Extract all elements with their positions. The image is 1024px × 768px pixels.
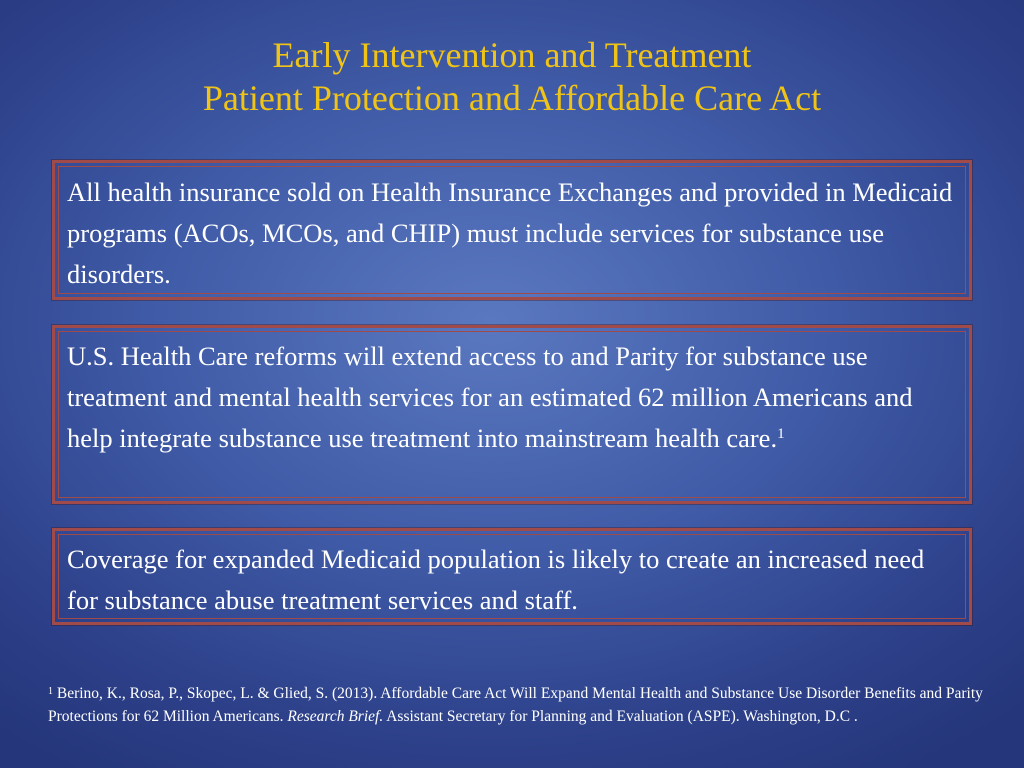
box-exchanges-text: All health insurance sold on Health Insurance Exchanges and provided in Medicaid programs (ACOs, MCOs, and CHIP) must include services for substance use disorders. xyxy=(67,177,953,289)
content-box-text xyxy=(67,172,961,295)
content-box-coverage xyxy=(52,528,972,625)
footnote-citation-part2: Assistant Secretary for Planning and Evaluation (ASPE). Washington, D.C . xyxy=(383,708,858,725)
title-line-2: Patient Protection and Affordable Care Act xyxy=(202,78,822,118)
slide-title xyxy=(0,34,1024,120)
title-line-1: Early Intervention and Treatment xyxy=(272,35,752,75)
content-box-reforms xyxy=(52,325,972,504)
box-reforms-text: U.S. Health Care reforms will extend access to and Parity for substance use treatment and mental health services for an estimated 62 million Americans and help integrate substance use treatment into mainstream health care. xyxy=(67,341,913,453)
footnote xyxy=(48,682,988,728)
content-box-text xyxy=(67,336,961,459)
footnote-journal: Research Brief. xyxy=(287,708,384,725)
footnote-reference: 1 xyxy=(777,426,785,442)
content-box-text xyxy=(67,539,961,621)
footnote-citation-part1: Berino, K., Rosa, P., Skopec, L. & Glied, S. (2013). Affordable Care Act Will Expand Mental Health and Substance Use Disorder Benefits and Parity Protections for 62 Million Americans. xyxy=(48,685,983,725)
content-box-exchanges xyxy=(52,160,972,300)
footnote-marker: 1 xyxy=(48,686,53,697)
box-coverage-text: Coverage for expanded Medicaid population is likely to create an increased need for substance abuse treatment services and staff. xyxy=(67,544,925,615)
